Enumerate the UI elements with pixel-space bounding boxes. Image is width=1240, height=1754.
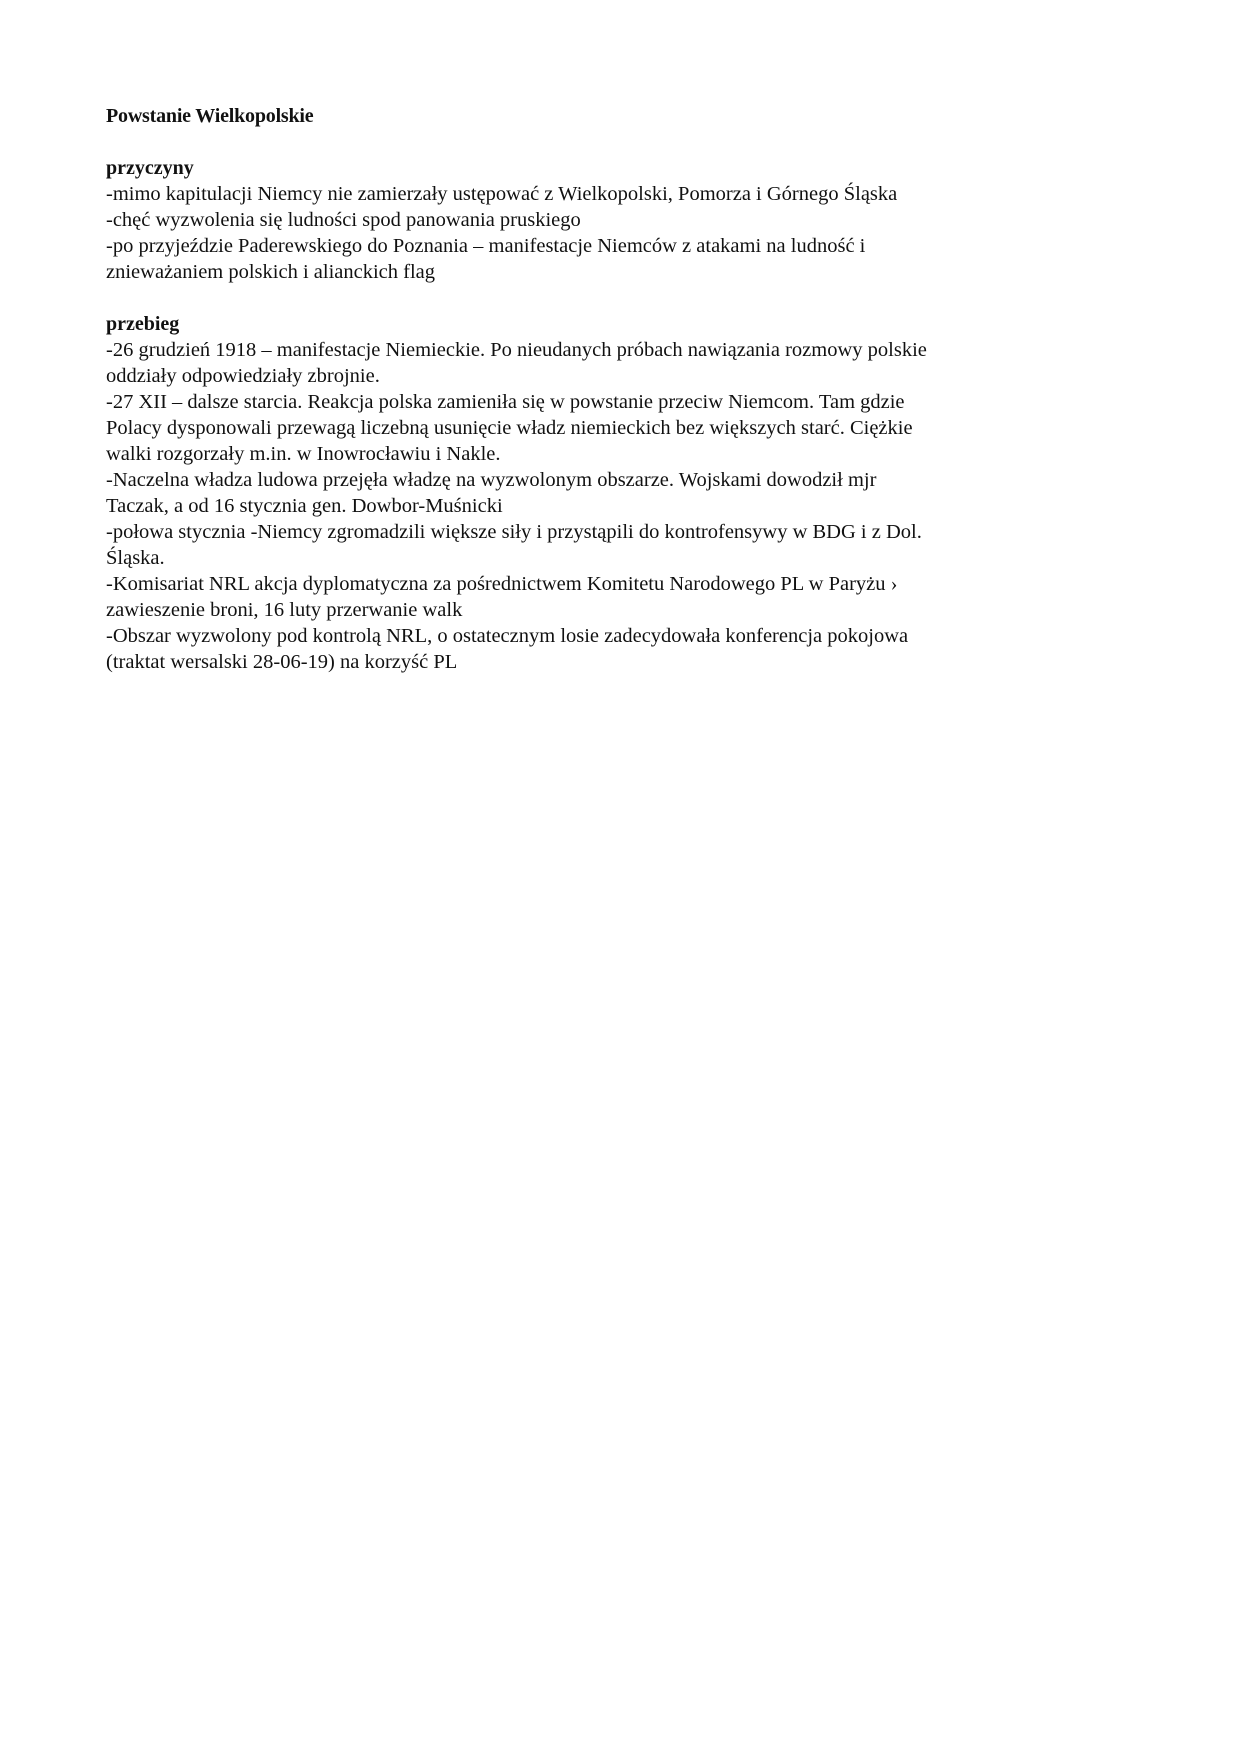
text-line: Śląska. [106,547,165,569]
document-title: Powstanie Wielkopolskie [106,105,314,127]
text-line: -po przyjeździe Paderewskiego do Poznania – manifestacje Niemców z atakami na ludność i [106,235,866,257]
text-line: walki rozgorzały m.in. w Inowrocławiu i Nakle. [106,443,501,465]
text-line: -Obszar wyzwolony pod kontrolą NRL, o ostatecznym losie zadecydowała konferencja pokojowa [106,625,909,647]
text-line: (traktat wersalski 28-06-19) na korzyść PL [106,651,458,673]
text-line: -Komisariat NRL akcja dyplomatyczna za pośrednictwem Komitetu Narodowego PL w Paryżu › [106,573,898,595]
text-line: -26 grudzień 1918 – manifestacje Niemieckie. Po nieudanych próbach nawiązania rozmowy polskie [106,339,927,361]
section-heading-causes: przyczyny [106,157,194,179]
text-line: -27 XII – dalsze starcia. Reakcja polska zamieniła się w powstanie przeciw Niemcom. Tam gdzie [106,391,905,413]
section-heading-course: przebieg [106,313,180,335]
text-line: -Naczelna władza ludowa przejęła władzę na wyzwolonym obszarze. Wojskami dowodził mjr [106,469,877,491]
text-line: zawieszenie broni, 16 luty przerwanie walk [106,599,463,621]
text-line: Taczak, a od 16 stycznia gen. Dowbor-Muśnicki [106,495,503,517]
section-course [106,311,1126,675]
section-causes [106,155,1126,285]
text-line: znieważaniem polskich i alianckich flag [106,261,436,283]
text-line: oddziały odpowiedziały zbrojnie. [106,365,380,387]
text-line: Polacy dysponowali przewagą liczebną usunięcie władz niemieckich bez większych starć. Ciężkie [106,417,913,439]
text-line: -mimo kapitulacji Niemcy nie zamierzały ustępować z Wielkopolski, Pomorza i Górnego Śląska [106,183,898,205]
text-line: -połowa stycznia -Niemcy zgromadzili większe siły i przystąpili do kontrofensywy w BDG i z Dol. [106,521,922,543]
text-line: -chęć wyzwolenia się ludności spod panowania pruskiego [106,209,581,231]
document-page [106,103,1126,701]
